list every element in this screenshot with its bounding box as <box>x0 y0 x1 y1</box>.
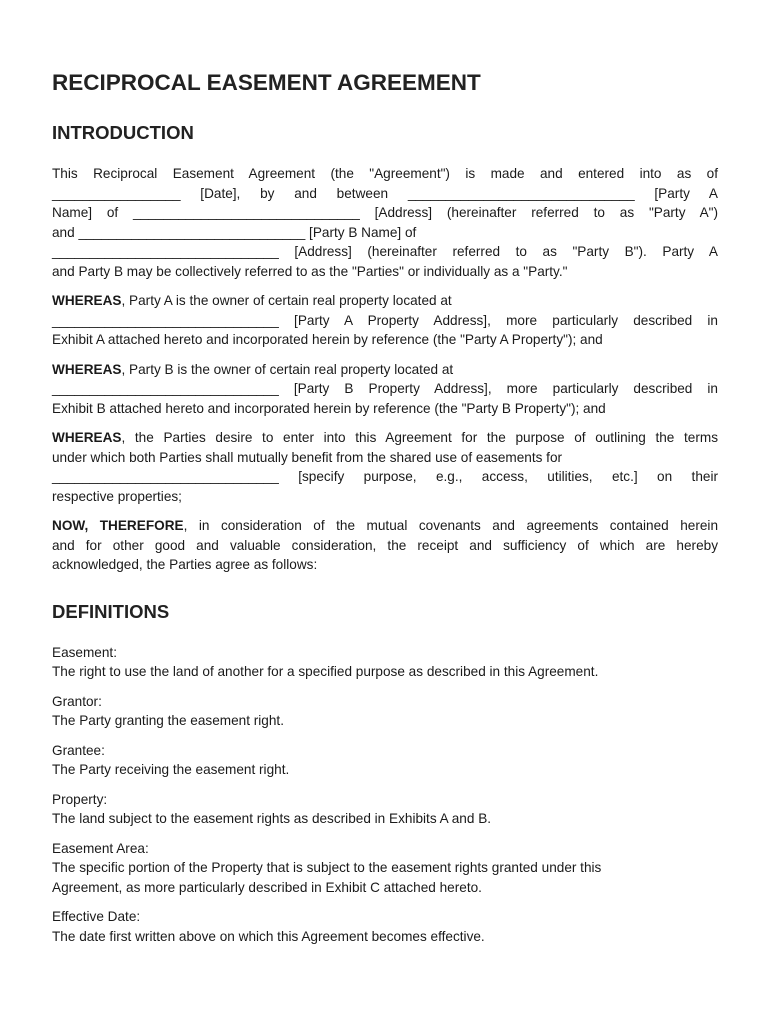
whereas-text: , Party A is the owner of certain real property located at <box>121 293 452 308</box>
intro-line: and Party B may be collectively referred to as the "Parties" or individually as a "Party." <box>52 263 568 279</box>
whereas-text: ______________________________ [Party B Property Address], more particularly described in <box>52 381 718 396</box>
whereas-text: ______________________________ [specify purpose, e.g., access, utilities, etc.] on their <box>52 469 718 484</box>
definition-desc: The specific portion of the Property that is subject to the easement rights granted under this <box>52 860 602 875</box>
definition-item <box>52 692 718 731</box>
definition-item <box>52 907 718 946</box>
definition-item <box>52 839 718 898</box>
intro-line: and ______________________________ [Party B Name] of <box>52 224 417 240</box>
whereas-text: under which both Parties shall mutually benefit from the shared use of easements for <box>52 449 563 465</box>
definition-item <box>52 741 718 780</box>
intro-line: This Reciprocal Easement Agreement (the "Agreement") is made and entered into as of <box>52 166 718 181</box>
definition-term: Grantee: <box>52 742 105 758</box>
definition-item <box>52 790 718 829</box>
document-title: RECIPROCAL EASEMENT AGREEMENT <box>52 70 481 95</box>
definition-desc: The Party granting the easement right. <box>52 713 284 728</box>
whereas-lead: WHEREAS <box>52 293 122 308</box>
now-therefore-text: acknowledged, the Parties agree as follows: <box>52 557 318 572</box>
introduction-heading: INTRODUCTION <box>52 122 194 143</box>
introduction-paragraph <box>52 164 718 281</box>
now-therefore-paragraph <box>52 516 718 575</box>
definition-item <box>52 643 718 682</box>
whereas-lead: WHEREAS <box>52 430 122 445</box>
now-therefore-text: , in consideration of the mutual covenants and agreements contained herein <box>183 518 719 533</box>
whereas-text: Exhibit B attached hereto and incorporated herein by reference (the "Party B Property"); and <box>52 400 606 416</box>
definition-desc: The right to use the land of another for a specified purpose as described in this Agreement. <box>52 664 599 679</box>
definition-term: Easement: <box>52 644 117 660</box>
whereas-lead: WHEREAS <box>52 361 122 377</box>
whereas-text: respective properties; <box>52 488 182 504</box>
definition-desc: Agreement, as more particularly described in Exhibit C attached hereto. <box>52 879 482 895</box>
intro-line: Name] of ______________________________ [Address] (hereinafter referred to as "Party A") <box>52 205 718 220</box>
whereas-party-b-paragraph <box>52 360 718 419</box>
definition-desc: The Party receiving the easement right. <box>52 762 290 777</box>
definitions-heading: DEFINITIONS <box>52 600 170 622</box>
whereas-text: , Party B is the owner of certain real property located at <box>121 361 454 377</box>
definition-term: Effective Date: <box>52 909 141 924</box>
now-therefore-lead: NOW, THEREFORE <box>52 518 184 533</box>
now-therefore-text: and for other good and valuable consideration, the receipt and sufficiency of which are hereby <box>52 537 718 553</box>
definition-term: Grantor: <box>52 693 102 709</box>
definition-desc: The date first written above on which this Agreement becomes effective. <box>52 928 485 944</box>
whereas-party-a-paragraph <box>52 291 718 350</box>
definition-term: Property: <box>52 791 108 807</box>
whereas-text: , the Parties desire to enter into this Agreement for the purpose of outlining the terms <box>121 430 718 445</box>
definitions-list <box>52 643 718 947</box>
whereas-text: ______________________________ [Party A Property Address], more particularly described in <box>52 312 718 328</box>
intro-line: _________________ [Date], by and between ______________________________ [Party A <box>52 185 718 201</box>
intro-line: ______________________________ [Address] (hereinafter referred to as "Party B"). Party A <box>52 244 718 259</box>
definition-desc: The land subject to the easement rights as described in Exhibits A and B. <box>52 811 492 826</box>
whereas-purpose-paragraph <box>52 428 718 506</box>
definition-term: Easement Area: <box>52 840 149 856</box>
whereas-text: Exhibit A attached hereto and incorporated herein by reference (the "Party A Property"); and <box>52 332 603 347</box>
